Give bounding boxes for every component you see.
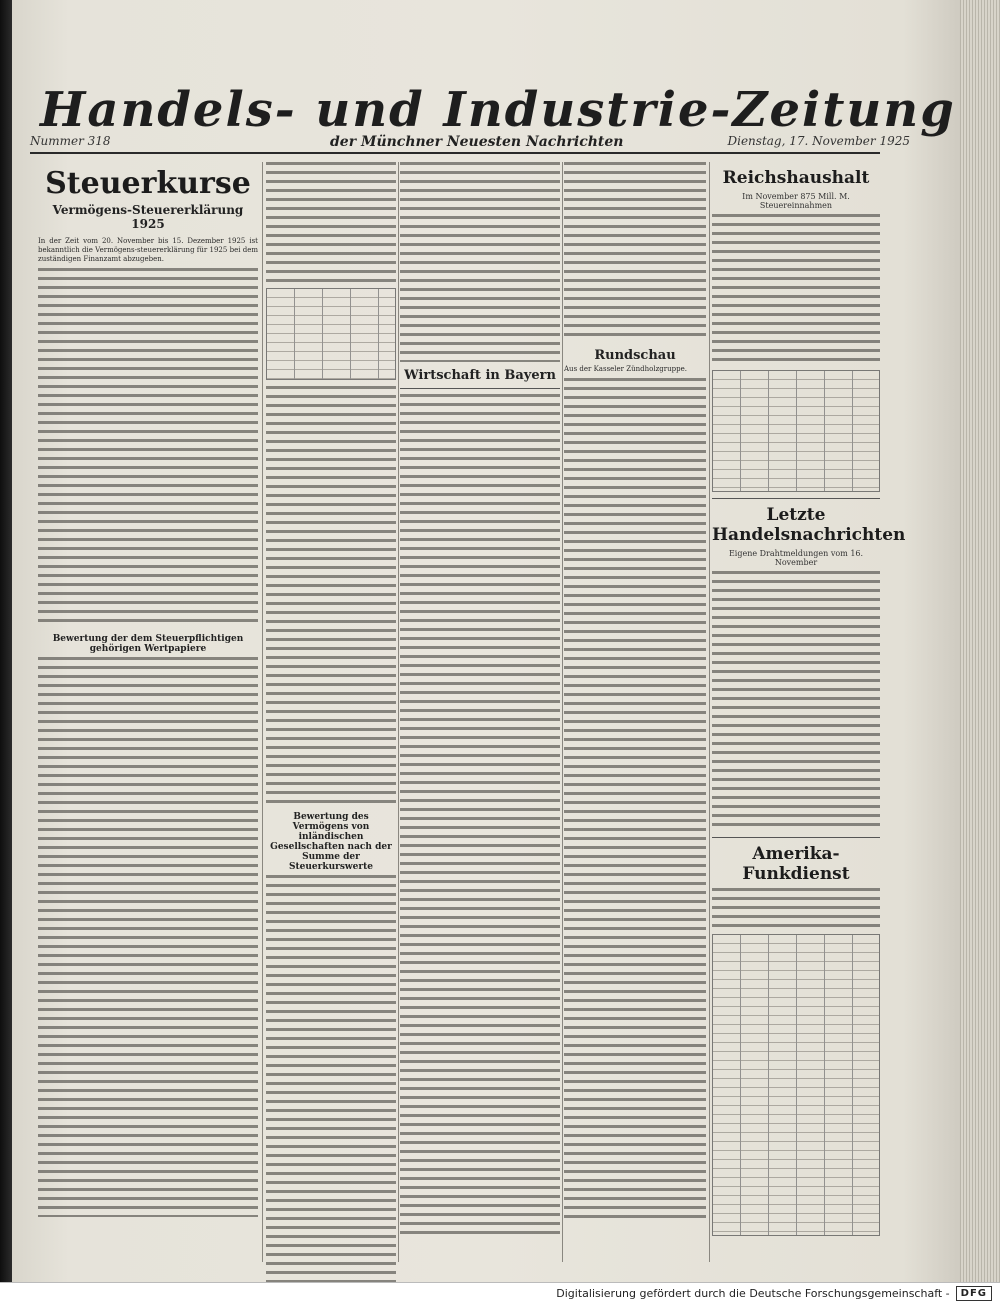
masthead-rule <box>30 152 880 154</box>
section-heading-wertpapiere: Bewertung der dem Steuerpflichtigen gehörigen Wertpapiere <box>52 634 244 654</box>
newspaper-page <box>12 0 960 1282</box>
article-body-text <box>400 394 560 1234</box>
masthead-subtitle: der Münchner Neuesten Nachrichten <box>330 134 624 150</box>
column-rule <box>262 162 263 1262</box>
column-reichshaushalt <box>712 162 906 1274</box>
handelsnachrichten-subheading: Eigene Drahtmeldungen vom 16. November <box>728 549 864 567</box>
article-body-text <box>564 378 706 1218</box>
digitization-footer <box>0 1282 1000 1304</box>
issue-date: Dienstag, 17. November 1925 <box>727 134 910 148</box>
reichshaushalt-subheading: Im November 875 Mill. M. Steuereinnahmen <box>742 192 850 210</box>
page-fore-edge <box>960 0 1000 1282</box>
article-intro: In der Zeit vom 20. November bis 15. Dezember 1925 ist bekanntlich die Vermögens-steuererklärung für 1925 bei dem zuständigen Finanzamt abzugeben. <box>38 237 258 263</box>
section-heading-handelsnachrichten: Letzte Handelsnachrichten <box>712 505 906 545</box>
article-body-text <box>266 162 396 282</box>
article-body-text <box>266 875 396 1295</box>
section-heading-reichshaushalt: Reichshaushalt <box>722 168 870 188</box>
column-rule <box>398 162 399 1262</box>
masthead <box>30 82 956 150</box>
article-body-text <box>712 214 880 364</box>
article-body-text <box>38 268 258 628</box>
article-body-text <box>400 162 560 362</box>
market-quotes-table <box>712 934 880 1236</box>
dfg-logo: DFG <box>956 1286 992 1301</box>
book-binding <box>0 0 12 1304</box>
article-subheading-vermoegen: Vermögens-Steuererklärung 1925 <box>52 203 244 231</box>
article-body-text <box>712 888 880 928</box>
article-body-text <box>266 386 396 806</box>
section-heading-amerika-funkdienst: Amerika-Funkdienst <box>742 844 850 884</box>
issue-number: Nummer 318 <box>30 134 111 148</box>
budget-table <box>712 370 880 492</box>
column-rule <box>709 162 710 1262</box>
example-table <box>266 288 396 380</box>
rundschau-intro: Aus der Kasseler Zündholzgruppe. <box>564 365 687 373</box>
column-rule <box>562 162 563 1262</box>
section-heading-inlaendische-gesellschaften: Bewertung des Vermögens von inländischen Gesellschaften nach der Summe der Steuerkurswerte <box>270 812 392 872</box>
article-body-text <box>712 571 880 831</box>
footer-credit: Digitalisierung gefördert durch die Deutsche Forschungsgemeinschaft - <box>556 1287 950 1300</box>
masthead-title: Handels- und Industrie-Zeitung <box>40 82 956 138</box>
column-rundschau <box>564 162 706 1274</box>
section-heading-rundschau: Rundschau <box>594 348 676 363</box>
section-heading-wirtschaft-bayern: Wirtschaft in Bayern <box>404 368 556 383</box>
column-steuerkurse-cont <box>266 162 396 1274</box>
article-heading-steuerkurse: Steuerkurse <box>45 166 251 201</box>
article-body-text <box>38 657 258 1217</box>
column-wirtschaft <box>400 162 560 1274</box>
notices-text <box>564 162 706 342</box>
column-steuerkurse <box>38 162 258 1274</box>
